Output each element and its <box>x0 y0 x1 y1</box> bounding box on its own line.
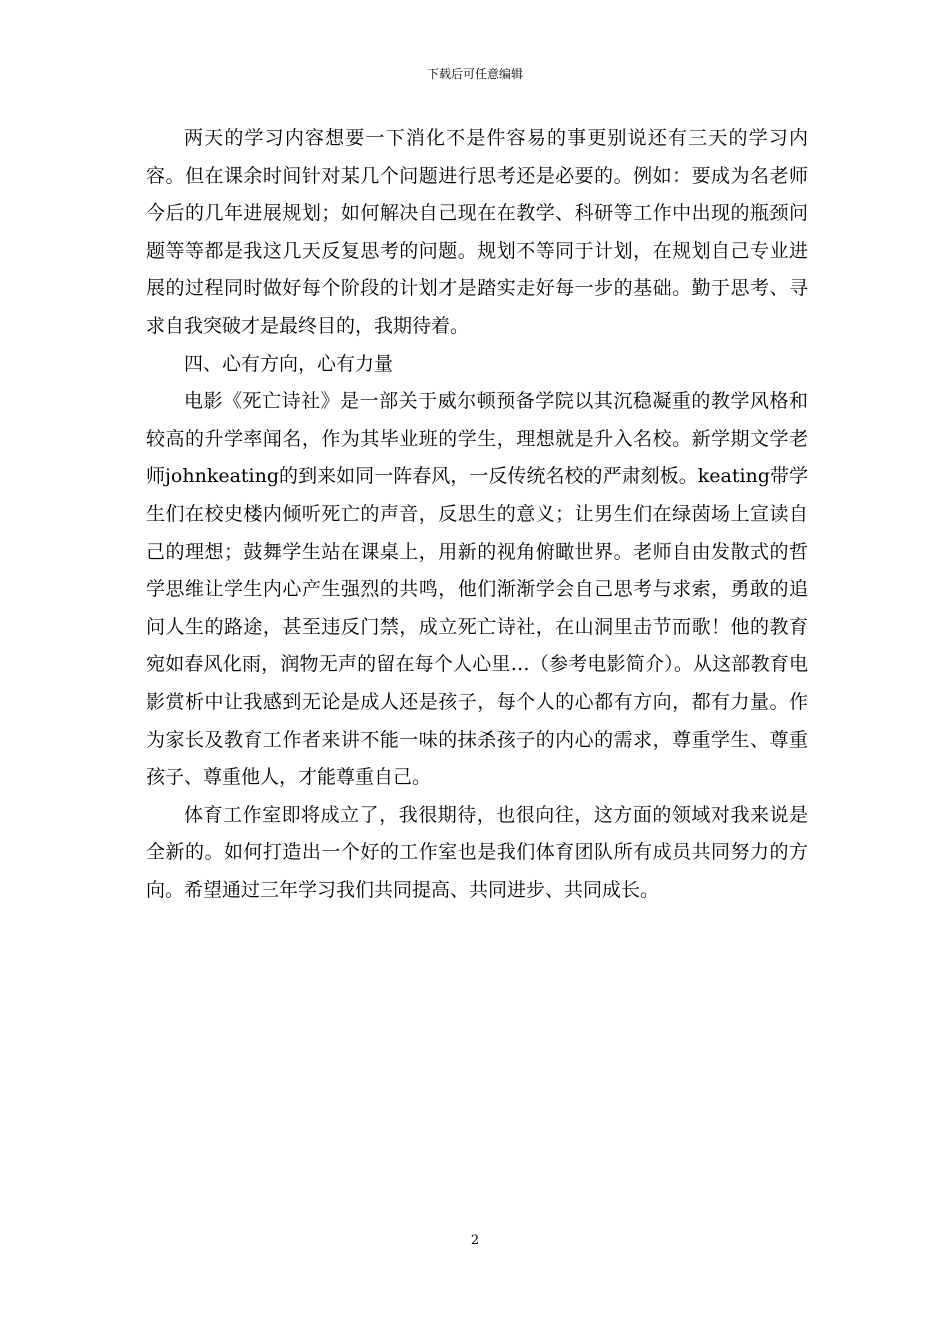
document-body <box>146 120 808 909</box>
page-number: 2 <box>470 1233 480 1248</box>
paragraph-movie: 电影《死亡诗社》是一部关于威尔顿预备学院以其沉稳凝重的教学风格和较高的升学率闻名，作为其毕业班的学生，理想就是升入名校。新学期文学老师johnkeating的到来如同一阵春风，一反传统名校的严肃刻板。keating带学生们在校史楼内倾听死亡的声音，反思生的意义；让男生们在绿茵场上宣读自己的理想；鼓舞学生站在课桌上，用新的视角俯瞰世界。老师自由发散式的哲学思维让学生内心产生强烈的共鸣，他们渐渐学会自己思考与求索，勇敢的追问人生的路途，甚至违反门禁，成立死亡诗社，在山洞里击节而歌！他的教育宛如春风化雨，润物无声的留在每个人心里…（参考电影简介）。从这部教育电影赏析中让我感到无论是成人还是孩子，每个人的心都有方向，都有力量。作为家长及教育工作者来讲不能一味的抹杀孩子的内心的需求，尊重学生、尊重孩子、尊重他人，才能尊重自己。 <box>146 390 808 789</box>
section-heading: 四、心有方向，心有力量 <box>184 352 394 375</box>
page-header: 下载后可任意编辑 <box>426 67 523 81</box>
paragraph-reflection: 两天的学习内容想要一下消化不是件容易的事更别说还有三天的学习内容。但在课余时间针对某几个问题进行思考还是必要的。例如：要成为名老师今后的几年进展规划；如何解决自己现在在教学、科研等工作中出现的瓶颈问题等等都是我这几天反复思考的问题。规划不等同于计划，在规划自己专业进展的过程同时做好每个阶段的计划才是踏实走好每一步的基础。勤于思考、寻求自我突破才是最终目的，我期待着。 <box>146 127 808 337</box>
paragraph-studio: 体育工作室即将成立了，我很期待，也很向往，这方面的领域对我来说是全新的。如何打造出一个好的工作室也是我们体育团队所有成员共同努力的方向。希望通过三年学习我们共同提高、共同进步、共同成长。 <box>146 803 808 901</box>
